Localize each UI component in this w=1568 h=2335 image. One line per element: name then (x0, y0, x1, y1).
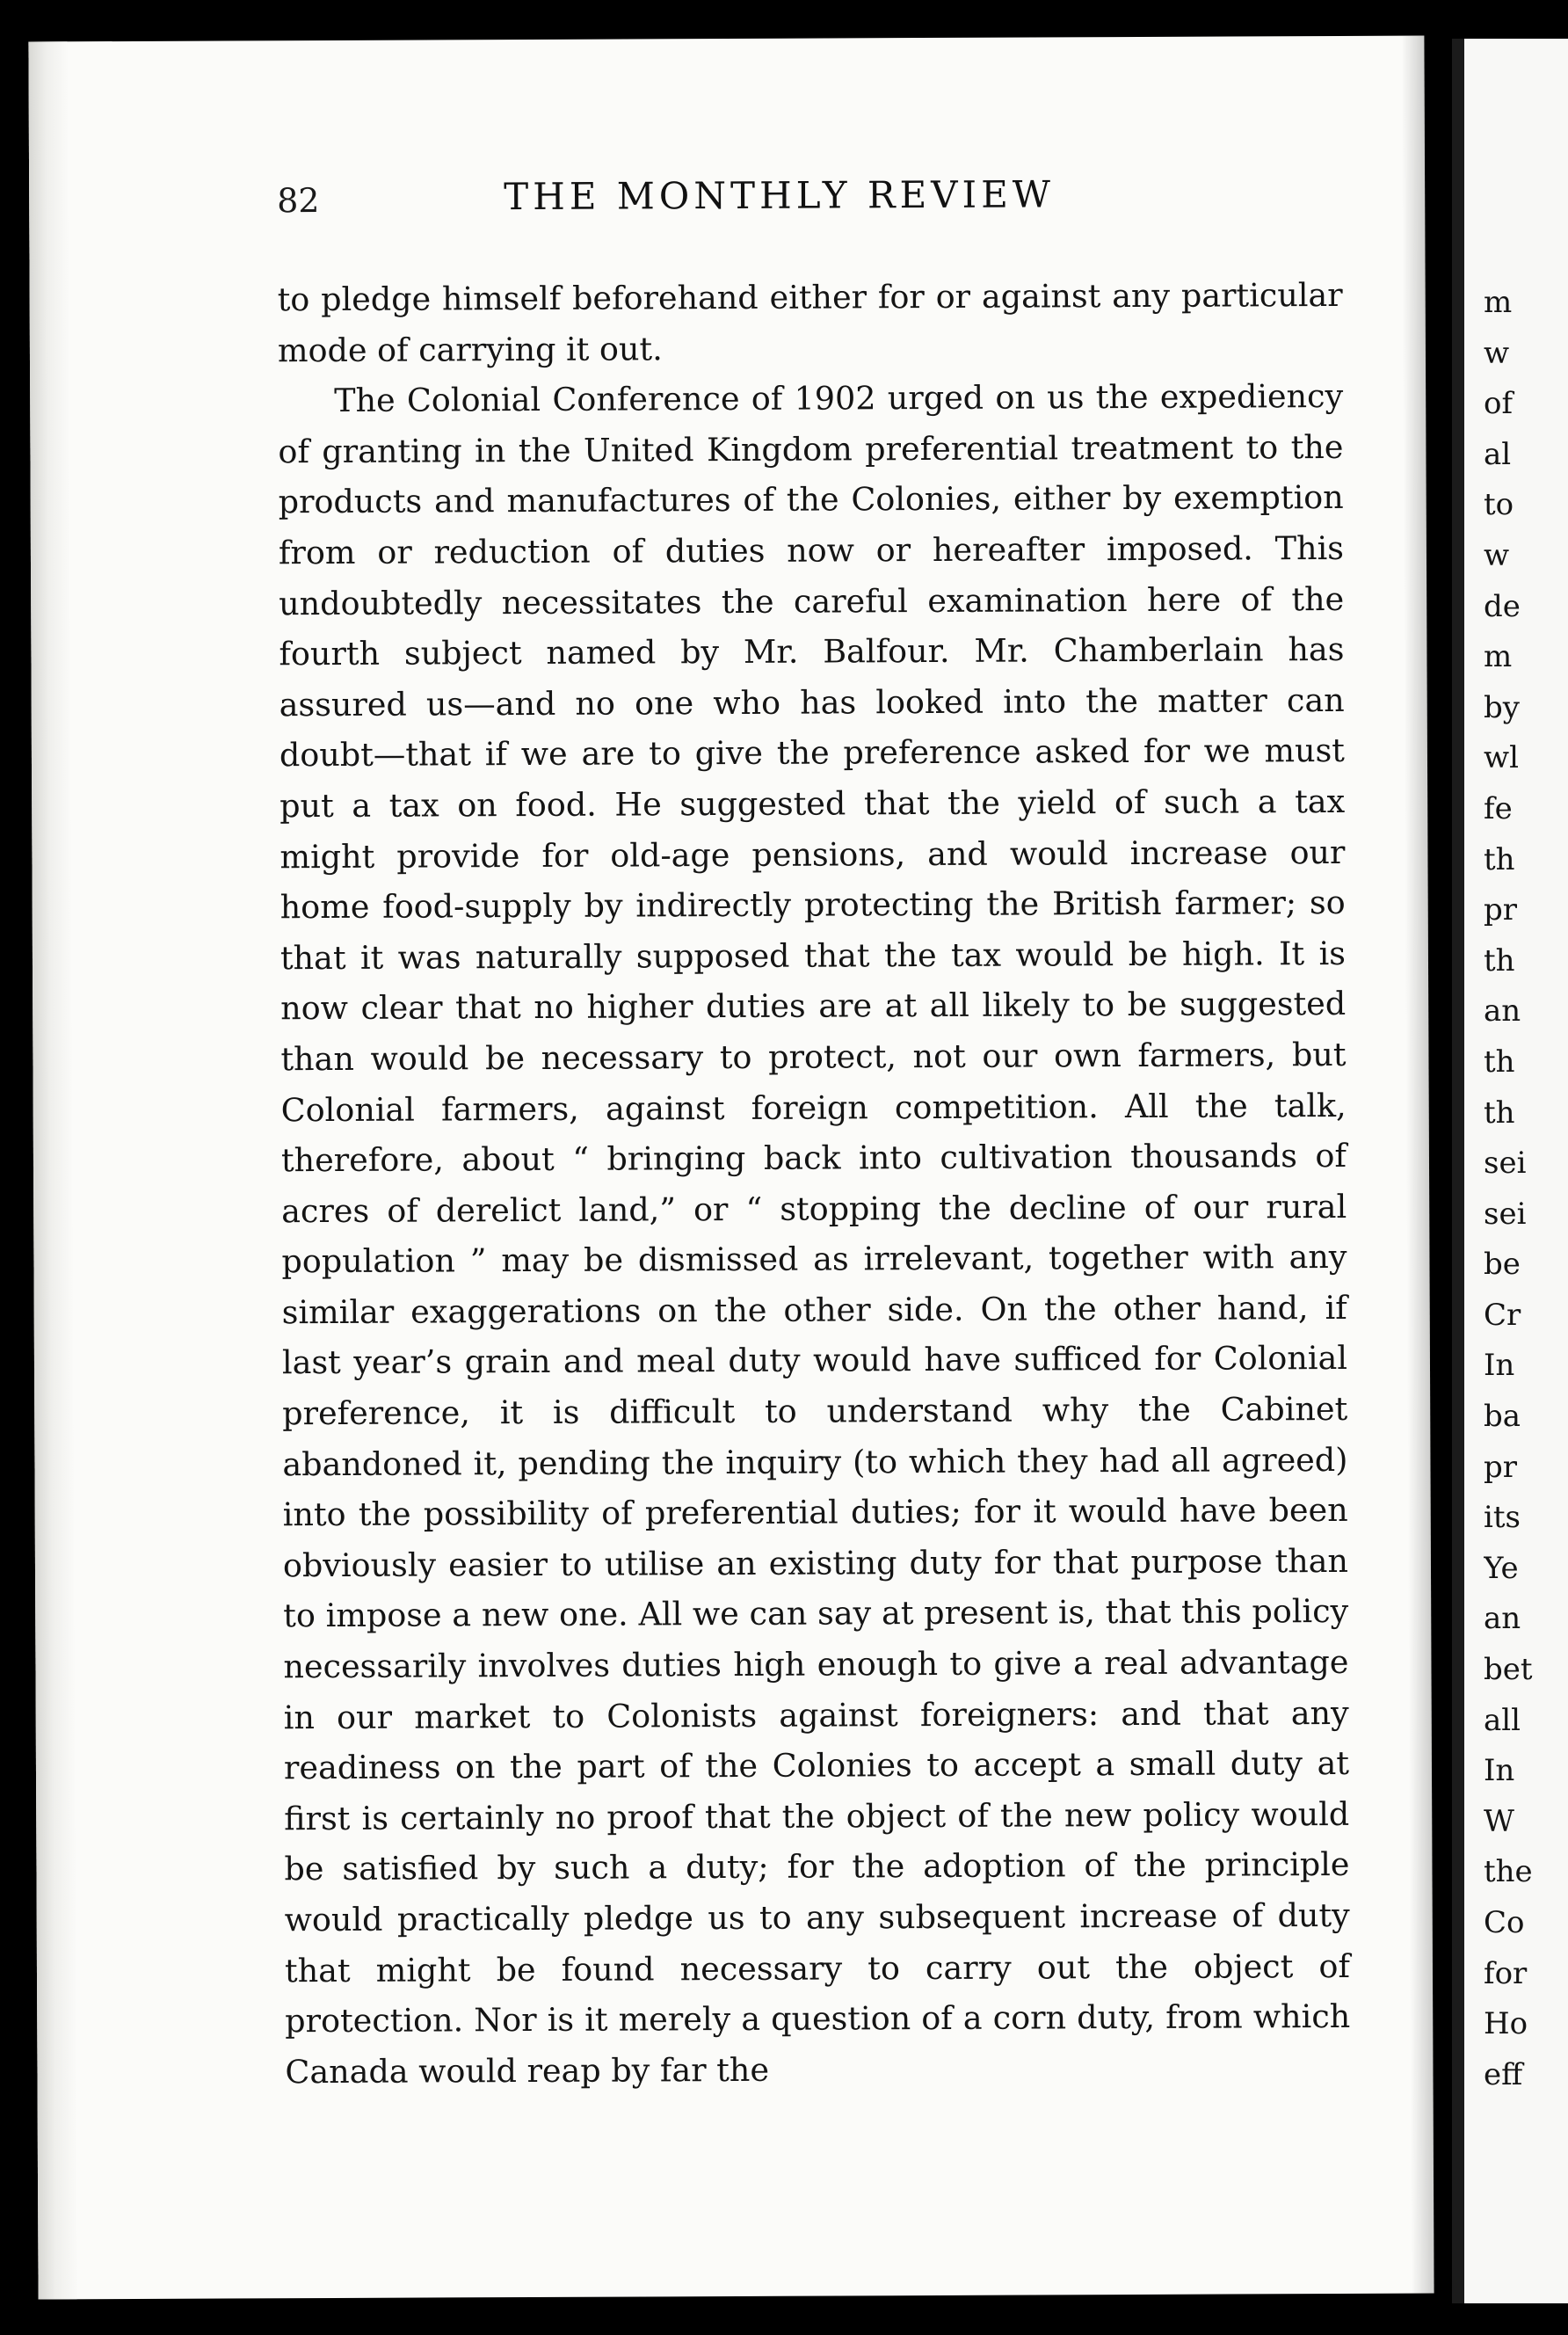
facing-page-line: fe (1484, 790, 1513, 826)
facing-page-line: al (1484, 436, 1512, 472)
facing-page-text (1484, 278, 1568, 2100)
facing-page-line: Cr (1484, 1297, 1521, 1333)
facing-page-line: by (1484, 689, 1520, 725)
page-number: 82 (277, 181, 320, 221)
facing-page-line: Ho (1484, 2006, 1528, 2042)
running-head (277, 169, 1173, 234)
facing-page-line: bet (1484, 1652, 1533, 1688)
facing-page-line: sei (1484, 1196, 1527, 1232)
facing-page-line: wl (1484, 740, 1519, 776)
spine-shadow (1401, 36, 1434, 2294)
facing-page-line: m (1484, 639, 1513, 675)
facing-page-line: of (1484, 386, 1514, 422)
left-page (28, 36, 1434, 2300)
facing-page-line: eff (1484, 2056, 1523, 2092)
facing-page-line: th (1484, 942, 1515, 978)
facing-page-line: th (1484, 841, 1515, 877)
facing-page-line: be (1484, 1247, 1521, 1283)
facing-page-line: In (1484, 1753, 1515, 1789)
facing-page-line: In (1484, 1348, 1515, 1384)
facing-page-line: ba (1484, 1399, 1521, 1435)
page-edge-left (28, 41, 76, 2299)
facing-page-line: Co (1484, 1905, 1525, 1940)
facing-page-line: an (1484, 1601, 1521, 1637)
facing-page-line: an (1484, 993, 1521, 1029)
facing-page-line: to (1484, 487, 1514, 523)
facing-page-line: Ye (1484, 1550, 1519, 1586)
facing-page-line: the (1484, 1854, 1533, 1890)
facing-page-line: for (1484, 1955, 1528, 1991)
paragraph-colonial-conference: The Colonial Conference of 1902 urged on us the expediency of granting in the United Kingdom preferential treatment to the products and manufactures of the Colonies, either by exemption from or reduction of duties now or hereafter imposed. This undoubtedly necessitates the careful examination here of the fourth subject named by Mr. Balfour. Mr. Chamberlain has assured us—and no one who has looked into the matter can doubt—that if we are to give the preference asked for we must put a tax on food. He suggested that the yield of such a tax might provide for old-age pensions, and would increase our home food-supply by indirectly protecting the British farmer; so that it was naturally supposed that the tax would be high. It is now clear that no higher duties are at all likely to be suggested than would be necessary to protect, not our own farmers, but Colonial farmers, against foreign competition. All the talk, therefore, about “ bringing back into cultivation thousands of acres of derelict land,” or “ stopping the decline of our rural population ” may be dismissed as irrelevant, together with any similar exaggerations on the other side. On the other hand, if last year’s grain and meal duty would have sufficed for Colonial preference, it is difficult to understand why the Cabinet abandoned it, pending the inquiry (to which they had all agreed) into the possibility of preferential duties; for it would have been obviously easier to utilise an existing duty for that purpose than to impose a new one. All we can say at present is, that this policy necessarily involves duties high enough to give a real advantage in our market to Colonists against foreigners: and that any readiness on the part of the Colonies to accept a small duty at first is certainly no proof that the object of the new policy would be satisfied by such a duty; for the adoption of the principle would practically pledge us to any subsequent increase of duty that might be found necessary to carry out the object of protection. Nor is it merely a question of a corn duty, from which Canada would reap by far the (278, 377, 1351, 2091)
facing-page-line: de (1484, 588, 1521, 624)
facing-page-line: th (1484, 1095, 1515, 1131)
facing-page-line: sei (1484, 1146, 1527, 1182)
facing-page-line: W (1484, 1803, 1514, 1839)
body-text (278, 270, 1351, 2098)
facing-page-line: w (1484, 335, 1510, 371)
facing-page (1452, 39, 1568, 2303)
facing-page-line: w (1484, 537, 1510, 573)
facing-page-line: th (1484, 1044, 1515, 1080)
facing-page-line: pr (1484, 892, 1518, 928)
facing-page-line: m (1484, 285, 1513, 320)
facing-page-line: its (1484, 1500, 1521, 1536)
facing-page-line: all (1484, 1702, 1521, 1738)
paragraph-continued: to pledge himself beforehand either for or against any particular mode of carrying it out. (277, 275, 1343, 369)
facing-page-line: pr (1484, 1449, 1518, 1485)
journal-title: THE MONTHLY REVIEW (504, 172, 1056, 219)
